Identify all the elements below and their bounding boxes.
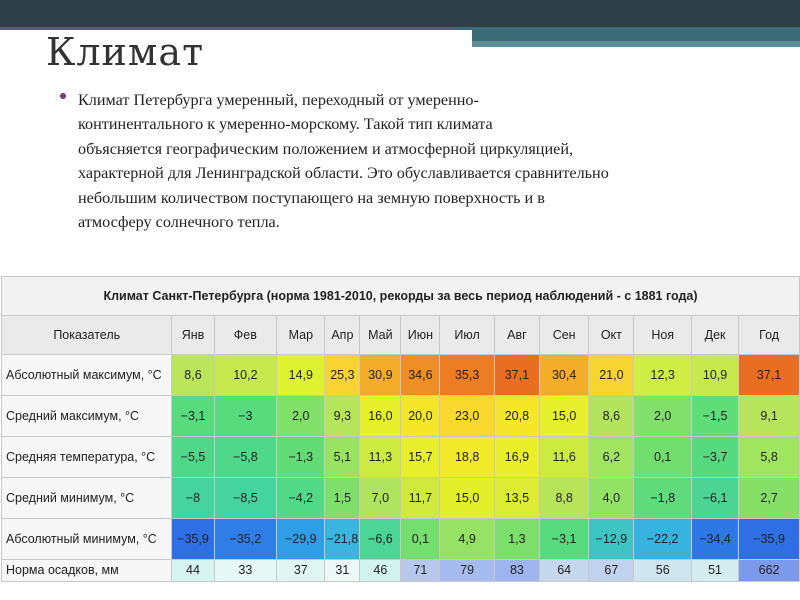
table-cell: 5,8 [739,437,800,478]
table-row [2,396,800,437]
table-cell: −35,2 [214,519,277,560]
table-cell: 6,2 [589,437,634,478]
bullet-icon [60,93,66,99]
table-cell: 56 [634,560,692,582]
page-title: Климат [46,30,205,74]
table-cell: 1,5 [325,478,360,519]
paragraph-line: континентального к умеренно-морскому. Такой тип климата [78,115,493,134]
table-cell: 15,7 [401,437,440,478]
table-cell: 25,3 [325,355,360,396]
climate-table-wrapper [1,276,800,582]
table-cell: 8,6 [172,355,214,396]
row-label: Абсолютный максимум, °C [2,355,172,396]
table-cell: −6,6 [360,519,401,560]
table-row [2,519,800,560]
table-cell: −8,5 [214,478,277,519]
table-cell: 8,8 [540,478,589,519]
table-cell: −6,1 [691,478,738,519]
table-cell: 79 [440,560,494,582]
table-cell: −21,8 [325,519,360,560]
column-header-month: Ноя [634,316,692,355]
table-cell: 37,1 [739,355,800,396]
paragraph-line: небольшим количеством поступающего на земную поверхность и в [78,188,545,207]
climate-table [1,276,800,582]
table-row [2,437,800,478]
corner-accent [646,48,800,54]
column-header-month: Май [360,316,401,355]
table-cell: −3 [214,396,277,437]
table-cell: 10,2 [214,355,277,396]
table-cell: 35,3 [440,355,494,396]
table-cell: 11,3 [360,437,401,478]
row-label: Норма осадков, мм [2,560,172,582]
top-dark-bar [0,0,800,27]
table-cell: 33 [214,560,277,582]
column-header-month: Фев [214,316,277,355]
table-cell: 12,3 [634,355,692,396]
column-header-parameter: Показатель [2,316,172,355]
table-cell: 2,7 [739,478,800,519]
table-cell: −8 [172,478,214,519]
table-cell: 37,1 [494,355,539,396]
column-header-month: Окт [589,316,634,355]
table-cell: 83 [494,560,539,582]
column-header-month: Июл [440,316,494,355]
row-label: Средний минимум, °C [2,478,172,519]
table-cell: 0,1 [401,519,440,560]
top-teal-light-bar [470,41,800,47]
table-cell: −29,9 [277,519,325,560]
table-cell: 4,0 [589,478,634,519]
table-cell: 71 [401,560,440,582]
table-cell: 0,1 [634,437,692,478]
column-header-month: Янв [172,316,214,355]
row-label: Средний максимум, °C [2,396,172,437]
table-cell: −5,5 [172,437,214,478]
table-cell: −35,9 [739,519,800,560]
table-cell: 662 [739,560,800,582]
table-cell: −35,9 [172,519,214,560]
climate-paragraph [78,88,748,234]
table-caption: Климат Санкт-Петербурга (норма 1981-2010, рекорды за весь период наблюдений - с 1881 года) [2,277,800,316]
table-row [2,355,800,396]
table-cell: 10,9 [691,355,738,396]
table-cell: 14,9 [277,355,325,396]
paragraph-line: характерной для Ленинградской области. Это обуславливается сравнительно [78,164,609,183]
table-cell: 9,3 [325,396,360,437]
table-cell: 15,0 [440,478,494,519]
table-cell: −5,8 [214,437,277,478]
table-cell: 37 [277,560,325,582]
table-cell: 13,5 [494,478,539,519]
table-cell: 7,0 [360,478,401,519]
row-label: Средняя температура, °C [2,437,172,478]
table-cell: 30,9 [360,355,401,396]
table-cell: 9,1 [739,396,800,437]
table-cell: −12,9 [589,519,634,560]
table-cell: 5,1 [325,437,360,478]
table-cell: −34,4 [691,519,738,560]
table-row [2,560,800,582]
table-cell: 30,4 [540,355,589,396]
table-cell: 23,0 [440,396,494,437]
table-cell: 11,7 [401,478,440,519]
paragraph-line: объясняется географическим положением и атмосферной циркуляцией, [78,139,574,158]
table-cell: 20,8 [494,396,539,437]
column-header-month: Апр [325,316,360,355]
table-cell: 16,9 [494,437,539,478]
table-cell: 18,8 [440,437,494,478]
table-cell: −22,2 [634,519,692,560]
table-cell: 64 [540,560,589,582]
table-cell: 11,6 [540,437,589,478]
table-cell: 67 [589,560,634,582]
table-cell: −1,3 [277,437,325,478]
table-cell: −4,2 [277,478,325,519]
table-cell: 21,0 [589,355,634,396]
column-header-month: Мар [277,316,325,355]
column-header-month: Год [739,316,800,355]
table-cell: 46 [360,560,401,582]
table-cell: 1,3 [494,519,539,560]
table-cell: 15,0 [540,396,589,437]
table-cell: −1,8 [634,478,692,519]
table-cell: 4,9 [440,519,494,560]
table-cell: −3,7 [691,437,738,478]
paragraph-line: Климат Петербурга умеренный, переходный от умеренно- [78,91,479,109]
table-cell: 16,0 [360,396,401,437]
table-cell: 34,6 [401,355,440,396]
table-cell: 20,0 [401,396,440,437]
paragraph-line: атмосферу солнечного тепла. [78,213,280,232]
table-cell: −1,5 [691,396,738,437]
table-header-row [2,316,800,355]
table-cell: 44 [172,560,214,582]
table-row [2,478,800,519]
row-label: Абсолютный минимум, °C [2,519,172,560]
table-cell: −3,1 [172,396,214,437]
table-cell: 31 [325,560,360,582]
table-cell: 8,6 [589,396,634,437]
table-cell: 2,0 [277,396,325,437]
column-header-month: Авг [494,316,539,355]
table-cell: 2,0 [634,396,692,437]
table-cell: −3,1 [540,519,589,560]
column-header-month: Сен [540,316,589,355]
column-header-month: Дек [691,316,738,355]
table-cell: 51 [691,560,738,582]
column-header-month: Июн [401,316,440,355]
